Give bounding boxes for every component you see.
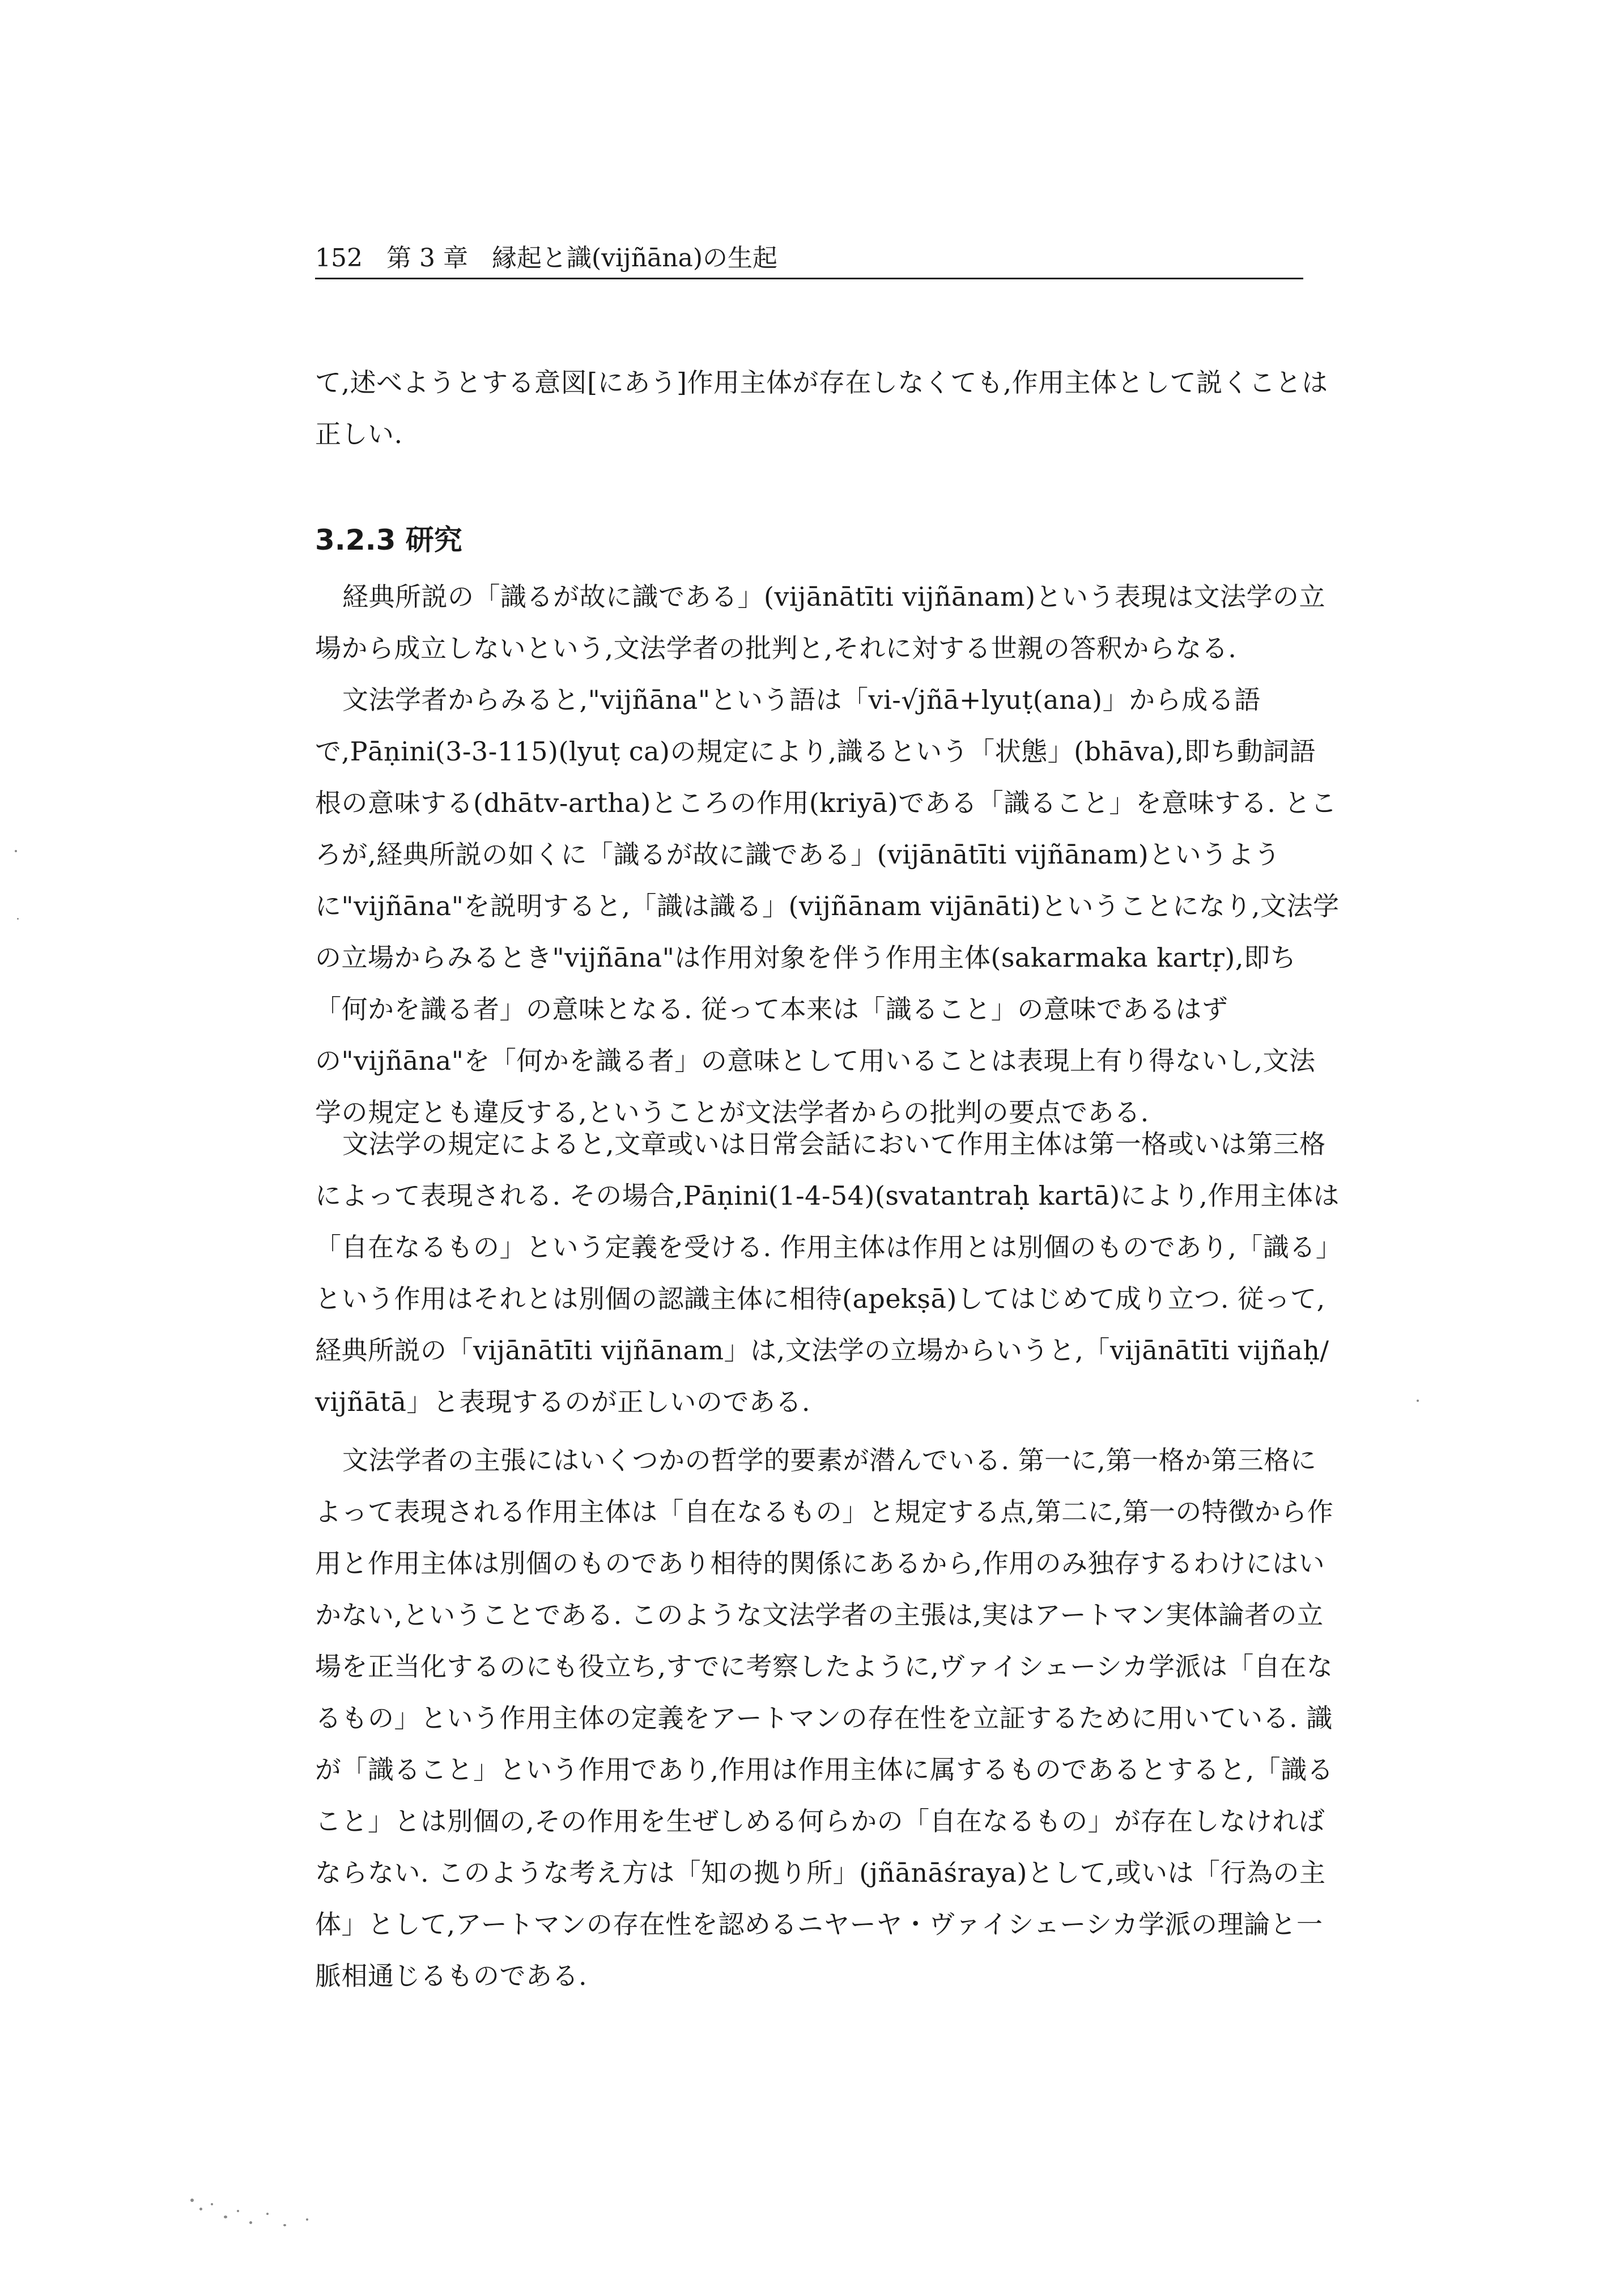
page-number: 152 [315,244,363,273]
paragraph-1: 経典所説の「識るが故に識である」(vijānātīti vijñānam)という表現は文法学の立場から成立しないという,文法学者の批判と,それに対する世親の答釈からなる. [315,581,1326,664]
section-heading: 3.2.3 研究 [315,524,462,556]
running-header [315,243,1303,279]
paragraph-4: 文法学者の主張にはいくつかの哲学的要素が潜んでいる. 第一に,第一格か第三格によって表現される作用主体は「自在なるもの」と規定する点,第二に,第一の特徴から作用と作用主体は別個のものであり相待的関係にあるから,作用のみ独存するわけにはいかない,ということである. このような文法学者の主張は,実はアートマン実体論者の立場を正当化するのにも役立ち,すでに考察したように,ヴァイシェーシカ学派は「自在なるもの」という作用主体の定義をアートマンの存在性を立証するために用いている. 識が「識ること」という作用であり,作用は作用主体に属するものであるとすると,「識ること」とは別個の,その作用を生ぜしめる何らかの「自在なるもの」が存在しなければならない. このような考え方は「知の拠り所」(jñānāśraya)として,或いは「行為の主体」として,アートマンの存在性を認めるニヤーヤ・ヴァイシェーシカ学派の理論と一脈相通じるものである. [315,1445,1334,1991]
paragraph-3: 文法学の規定によると,文章或いは日常会話において作用主体は第一格或いは第三格によって表現される. その場合,Pāṇini(1-4-54)(svatantraḥ kartā)により,作用主体は「自在なるもの」という定義を受ける. 作用主体は作用とは別個のものであり,「識る」という作用はそれとは別個の認識主体に相待(apekṣā)してはじめて成り立つ. 従って,経典所説の「vijānātīti vijñānam」は,文法学の立場からいうと,「vijānātīti vijñaḥ/ vijñātā」と表現するのが正しいのである. [315,1129,1340,1417]
chapter-number: 第 3 章 [386,244,468,273]
continuation-paragraph: て,述べようとする意図[にあう]作用主体が存在しなくても,作用主体として説くことは正しい. [315,367,1328,449]
chapter-title: 縁起と識(vijñāna)の生起 [491,244,777,273]
paragraph-2: 文法学者からみると,"vijñāna"という語は「vi-√jñā+lyuṭ(ana)」から成る語で,Pāṇini(3-3-115)(lyuṭ ca)の規定により,識るという「状態」(bhāva),即ち動詞語根の意味する(dhātv-artha)ところの作用(kriyā)である「識ること」を意味する. ところが,経典所説の如くに「識るが故に識である」(vijānātīti vijñānam)というように"vijñāna"を説明すると,「識は識る」(vijñānam vijānāti)ということになり,文法学の立場からみるとき"vijñāna"は作用対象を伴う作用主体(sakarmaka kartṛ),即ち「何かを識る者」の意味となる. 従って本来は「識ること」の意味であるはずの"vijñāna"を「何かを識る者」の意味として用いることは表現上有り得ないし,文法学の規定とも違反する,ということが文法学者からの批判の要点である. [315,684,1340,1128]
